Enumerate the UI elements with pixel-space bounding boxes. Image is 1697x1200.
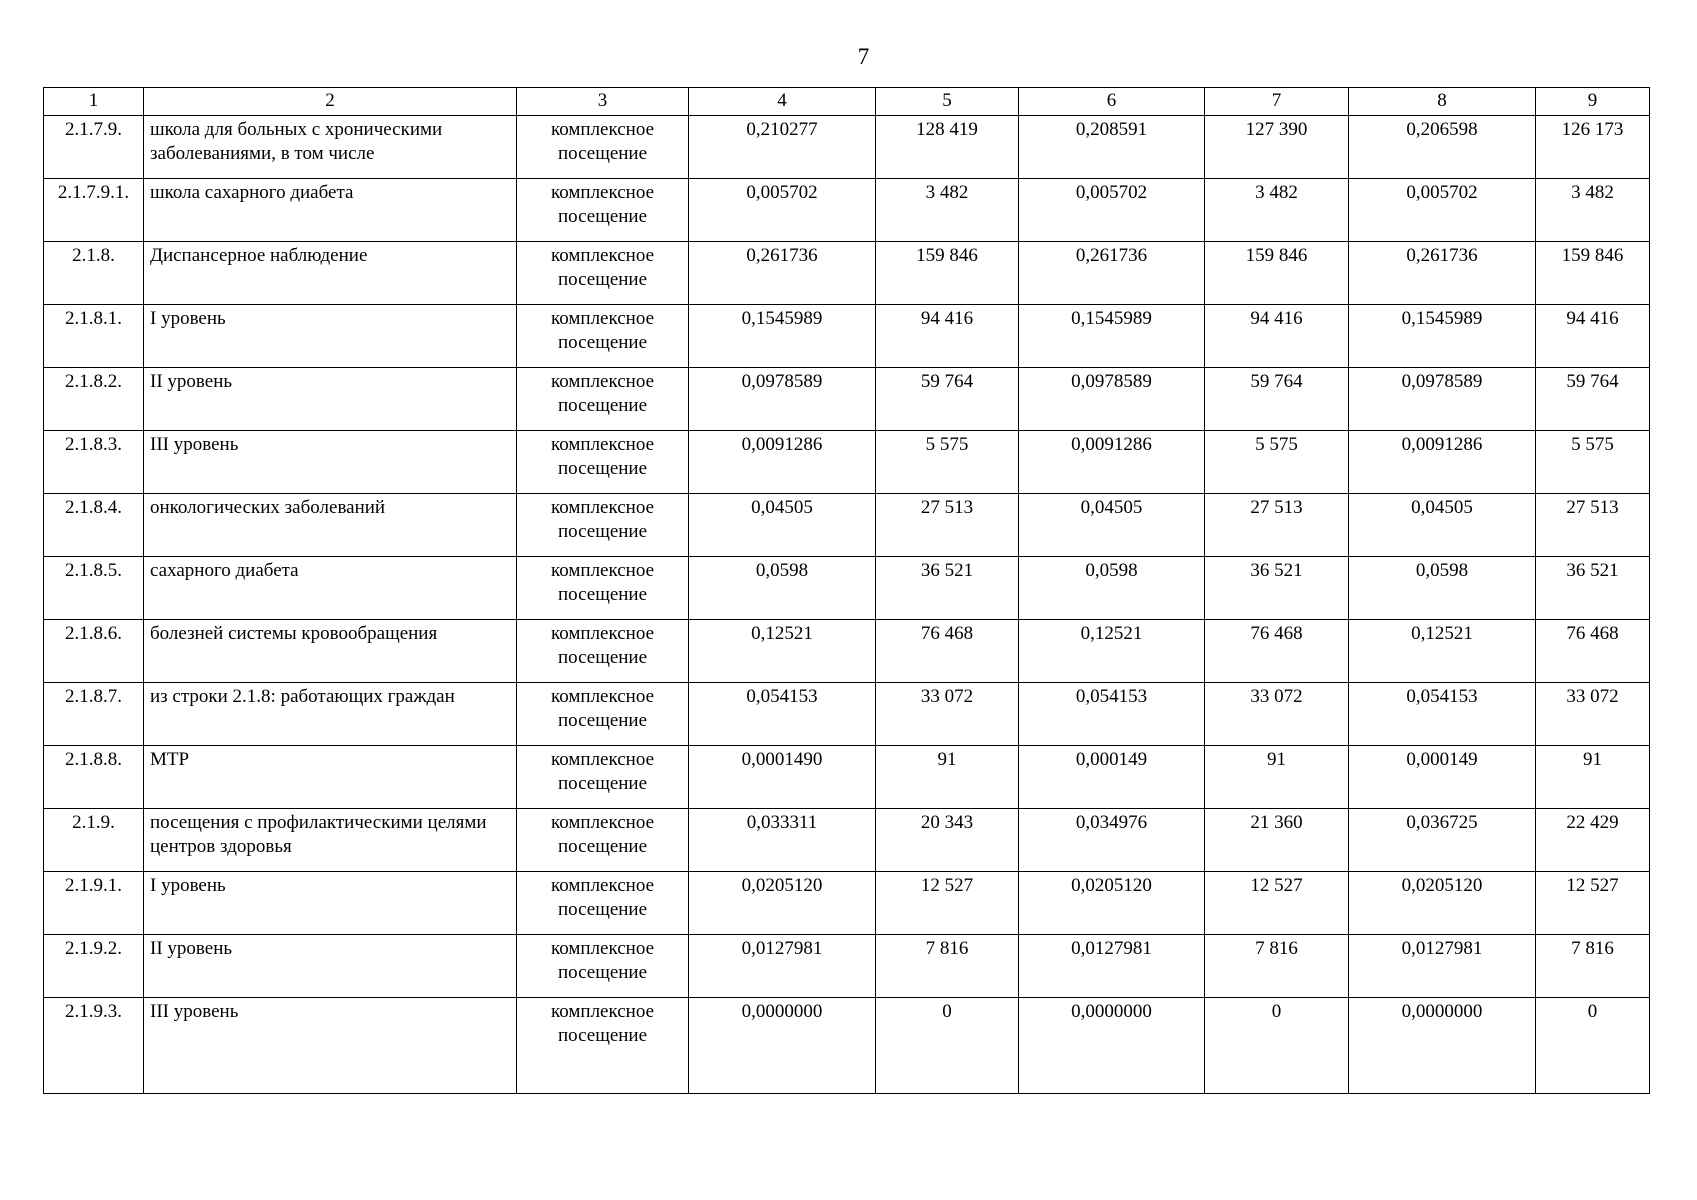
row-number-cell: 2.1.8. bbox=[44, 242, 144, 305]
table-row bbox=[44, 746, 1650, 809]
row-name-cell: онкологических заболеваний bbox=[144, 494, 517, 557]
col-6-value: 0,04505 bbox=[1019, 494, 1205, 557]
table-row bbox=[44, 872, 1650, 935]
col-9-value: 159 846 bbox=[1536, 242, 1650, 305]
col-7-value: 12 527 bbox=[1205, 872, 1349, 935]
col-8-value: 0,261736 bbox=[1349, 242, 1536, 305]
col-8-value: 0,12521 bbox=[1349, 620, 1536, 683]
row-number-cell: 2.1.8.1. bbox=[44, 305, 144, 368]
col-4-value: 0,261736 bbox=[689, 242, 876, 305]
row-name-cell: Диспансерное наблюдение bbox=[144, 242, 517, 305]
row-name-cell: посещения с профилактическими целями центров здоровья bbox=[144, 809, 517, 872]
row-number-cell: 2.1.9.3. bbox=[44, 998, 144, 1094]
row-name-cell: II уровень bbox=[144, 368, 517, 431]
col-4-value: 0,0001490 bbox=[689, 746, 876, 809]
col-4-value: 0,033311 bbox=[689, 809, 876, 872]
row-name-cell: МТР bbox=[144, 746, 517, 809]
col-7-value: 36 521 bbox=[1205, 557, 1349, 620]
col-8-value: 0,054153 bbox=[1349, 683, 1536, 746]
header-row bbox=[44, 88, 1650, 116]
row-name-cell: III уровень bbox=[144, 431, 517, 494]
col-6-value: 0,0205120 bbox=[1019, 872, 1205, 935]
col-8-value: 0,0598 bbox=[1349, 557, 1536, 620]
col-5-value: 76 468 bbox=[876, 620, 1019, 683]
col-8-value: 0,0091286 bbox=[1349, 431, 1536, 494]
col-6-value: 0,0978589 bbox=[1019, 368, 1205, 431]
col-5-value: 91 bbox=[876, 746, 1019, 809]
row-unit-cell: комплексное посещение bbox=[517, 935, 689, 998]
col-9-value: 76 468 bbox=[1536, 620, 1650, 683]
header-cell-1: 1 bbox=[44, 88, 144, 116]
table-row bbox=[44, 809, 1650, 872]
col-7-value: 5 575 bbox=[1205, 431, 1349, 494]
col-7-value: 21 360 bbox=[1205, 809, 1349, 872]
col-6-value: 0,12521 bbox=[1019, 620, 1205, 683]
col-5-value: 3 482 bbox=[876, 179, 1019, 242]
col-5-value: 36 521 bbox=[876, 557, 1019, 620]
table-row bbox=[44, 179, 1650, 242]
row-unit-cell: комплексное посещение bbox=[517, 242, 689, 305]
row-unit-cell: комплексное посещение bbox=[517, 368, 689, 431]
col-7-value: 7 816 bbox=[1205, 935, 1349, 998]
row-unit-cell: комплексное посещение bbox=[517, 683, 689, 746]
header-cell-4: 4 bbox=[689, 88, 876, 116]
col-5-value: 94 416 bbox=[876, 305, 1019, 368]
col-5-value: 12 527 bbox=[876, 872, 1019, 935]
header-cell-2: 2 bbox=[144, 88, 517, 116]
row-name-cell: сахарного диабета bbox=[144, 557, 517, 620]
row-name-cell: I уровень bbox=[144, 872, 517, 935]
table-row bbox=[44, 557, 1650, 620]
col-4-value: 0,0598 bbox=[689, 557, 876, 620]
row-name-cell: из строки 2.1.8: работающих граждан bbox=[144, 683, 517, 746]
table-row bbox=[44, 683, 1650, 746]
col-4-value: 0,0127981 bbox=[689, 935, 876, 998]
col-4-value: 0,054153 bbox=[689, 683, 876, 746]
col-6-value: 0,034976 bbox=[1019, 809, 1205, 872]
row-number-cell: 2.1.8.8. bbox=[44, 746, 144, 809]
row-name-cell: II уровень bbox=[144, 935, 517, 998]
col-4-value: 0,12521 bbox=[689, 620, 876, 683]
row-unit-cell: комплексное посещение bbox=[517, 179, 689, 242]
col-8-value: 0,000149 bbox=[1349, 746, 1536, 809]
col-6-value: 0,261736 bbox=[1019, 242, 1205, 305]
row-unit-cell: комплексное посещение bbox=[517, 620, 689, 683]
col-5-value: 7 816 bbox=[876, 935, 1019, 998]
col-6-value: 0,0598 bbox=[1019, 557, 1205, 620]
table-row bbox=[44, 998, 1650, 1094]
col-8-value: 0,0978589 bbox=[1349, 368, 1536, 431]
row-number-cell: 2.1.8.2. bbox=[44, 368, 144, 431]
row-unit-cell: комплексное посещение bbox=[517, 116, 689, 179]
col-8-value: 0,04505 bbox=[1349, 494, 1536, 557]
row-name-cell: школа для больных с хроническими заболеваниями, в том числе bbox=[144, 116, 517, 179]
row-name-cell: I уровень bbox=[144, 305, 517, 368]
row-number-cell: 2.1.8.3. bbox=[44, 431, 144, 494]
col-5-value: 33 072 bbox=[876, 683, 1019, 746]
col-9-value: 94 416 bbox=[1536, 305, 1650, 368]
header-cell-5: 5 bbox=[876, 88, 1019, 116]
table-row bbox=[44, 620, 1650, 683]
col-9-value: 27 513 bbox=[1536, 494, 1650, 557]
row-name-cell: болезней системы кровообращения bbox=[144, 620, 517, 683]
col-4-value: 0,0091286 bbox=[689, 431, 876, 494]
col-8-value: 0,005702 bbox=[1349, 179, 1536, 242]
table-row bbox=[44, 242, 1650, 305]
table-row bbox=[44, 368, 1650, 431]
col-6-value: 0,005702 bbox=[1019, 179, 1205, 242]
row-unit-cell: комплексное посещение bbox=[517, 872, 689, 935]
row-unit-cell: комплексное посещение bbox=[517, 998, 689, 1094]
table-row bbox=[44, 305, 1650, 368]
col-4-value: 0,210277 bbox=[689, 116, 876, 179]
header-cell-9: 9 bbox=[1536, 88, 1650, 116]
col-5-value: 0 bbox=[876, 998, 1019, 1094]
col-9-value: 7 816 bbox=[1536, 935, 1650, 998]
header-cell-8: 8 bbox=[1349, 88, 1536, 116]
col-5-value: 59 764 bbox=[876, 368, 1019, 431]
header-cell-3: 3 bbox=[517, 88, 689, 116]
col-8-value: 0,0127981 bbox=[1349, 935, 1536, 998]
col-5-value: 27 513 bbox=[876, 494, 1019, 557]
col-7-value: 76 468 bbox=[1205, 620, 1349, 683]
col-6-value: 0,1545989 bbox=[1019, 305, 1205, 368]
row-unit-cell: комплексное посещение bbox=[517, 431, 689, 494]
col-7-value: 59 764 bbox=[1205, 368, 1349, 431]
row-name-cell: III уровень bbox=[144, 998, 517, 1094]
col-6-value: 0,000149 bbox=[1019, 746, 1205, 809]
table-row bbox=[44, 494, 1650, 557]
page-number: 7 bbox=[857, 44, 870, 69]
col-8-value: 0,0205120 bbox=[1349, 872, 1536, 935]
col-6-value: 0,208591 bbox=[1019, 116, 1205, 179]
col-6-value: 0,0091286 bbox=[1019, 431, 1205, 494]
row-number-cell: 2.1.9. bbox=[44, 809, 144, 872]
row-number-cell: 2.1.9.2. bbox=[44, 935, 144, 998]
col-9-value: 22 429 bbox=[1536, 809, 1650, 872]
row-number-cell: 2.1.7.9. bbox=[44, 116, 144, 179]
row-name-cell: школа сахарного диабета bbox=[144, 179, 517, 242]
row-number-cell: 2.1.8.6. bbox=[44, 620, 144, 683]
table-row bbox=[44, 116, 1650, 179]
col-6-value: 0,0127981 bbox=[1019, 935, 1205, 998]
table-row bbox=[44, 935, 1650, 998]
col-4-value: 0,04505 bbox=[689, 494, 876, 557]
col-4-value: 0,0000000 bbox=[689, 998, 876, 1094]
col-8-value: 0,1545989 bbox=[1349, 305, 1536, 368]
plan-table bbox=[43, 87, 1650, 1094]
col-7-value: 159 846 bbox=[1205, 242, 1349, 305]
header-cell-6: 6 bbox=[1019, 88, 1205, 116]
row-unit-cell: комплексное посещение bbox=[517, 557, 689, 620]
col-5-value: 5 575 bbox=[876, 431, 1019, 494]
col-5-value: 128 419 bbox=[876, 116, 1019, 179]
col-9-value: 12 527 bbox=[1536, 872, 1650, 935]
col-4-value: 0,1545989 bbox=[689, 305, 876, 368]
col-8-value: 0,036725 bbox=[1349, 809, 1536, 872]
col-9-value: 91 bbox=[1536, 746, 1650, 809]
row-number-cell: 2.1.9.1. bbox=[44, 872, 144, 935]
col-6-value: 0,054153 bbox=[1019, 683, 1205, 746]
row-unit-cell: комплексное посещение bbox=[517, 305, 689, 368]
col-5-value: 159 846 bbox=[876, 242, 1019, 305]
col-4-value: 0,0205120 bbox=[689, 872, 876, 935]
row-unit-cell: комплексное посещение bbox=[517, 494, 689, 557]
col-8-value: 0,206598 bbox=[1349, 116, 1536, 179]
col-5-value: 20 343 bbox=[876, 809, 1019, 872]
col-9-value: 126 173 bbox=[1536, 116, 1650, 179]
col-7-value: 3 482 bbox=[1205, 179, 1349, 242]
header-cell-7: 7 bbox=[1205, 88, 1349, 116]
row-number-cell: 2.1.8.4. bbox=[44, 494, 144, 557]
col-9-value: 0 bbox=[1536, 998, 1650, 1094]
row-number-cell: 2.1.8.7. bbox=[44, 683, 144, 746]
col-8-value: 0,0000000 bbox=[1349, 998, 1536, 1094]
col-7-value: 94 416 bbox=[1205, 305, 1349, 368]
col-7-value: 27 513 bbox=[1205, 494, 1349, 557]
table-row bbox=[44, 431, 1650, 494]
col-9-value: 3 482 bbox=[1536, 179, 1650, 242]
col-7-value: 127 390 bbox=[1205, 116, 1349, 179]
row-unit-cell: комплексное посещение bbox=[517, 746, 689, 809]
col-7-value: 91 bbox=[1205, 746, 1349, 809]
row-number-cell: 2.1.8.5. bbox=[44, 557, 144, 620]
col-4-value: 0,0978589 bbox=[689, 368, 876, 431]
row-number-cell: 2.1.7.9.1. bbox=[44, 179, 144, 242]
col-7-value: 0 bbox=[1205, 998, 1349, 1094]
col-4-value: 0,005702 bbox=[689, 179, 876, 242]
col-9-value: 59 764 bbox=[1536, 368, 1650, 431]
col-9-value: 36 521 bbox=[1536, 557, 1650, 620]
row-unit-cell: комплексное посещение bbox=[517, 809, 689, 872]
col-6-value: 0,0000000 bbox=[1019, 998, 1205, 1094]
col-7-value: 33 072 bbox=[1205, 683, 1349, 746]
col-9-value: 5 575 bbox=[1536, 431, 1650, 494]
col-9-value: 33 072 bbox=[1536, 683, 1650, 746]
